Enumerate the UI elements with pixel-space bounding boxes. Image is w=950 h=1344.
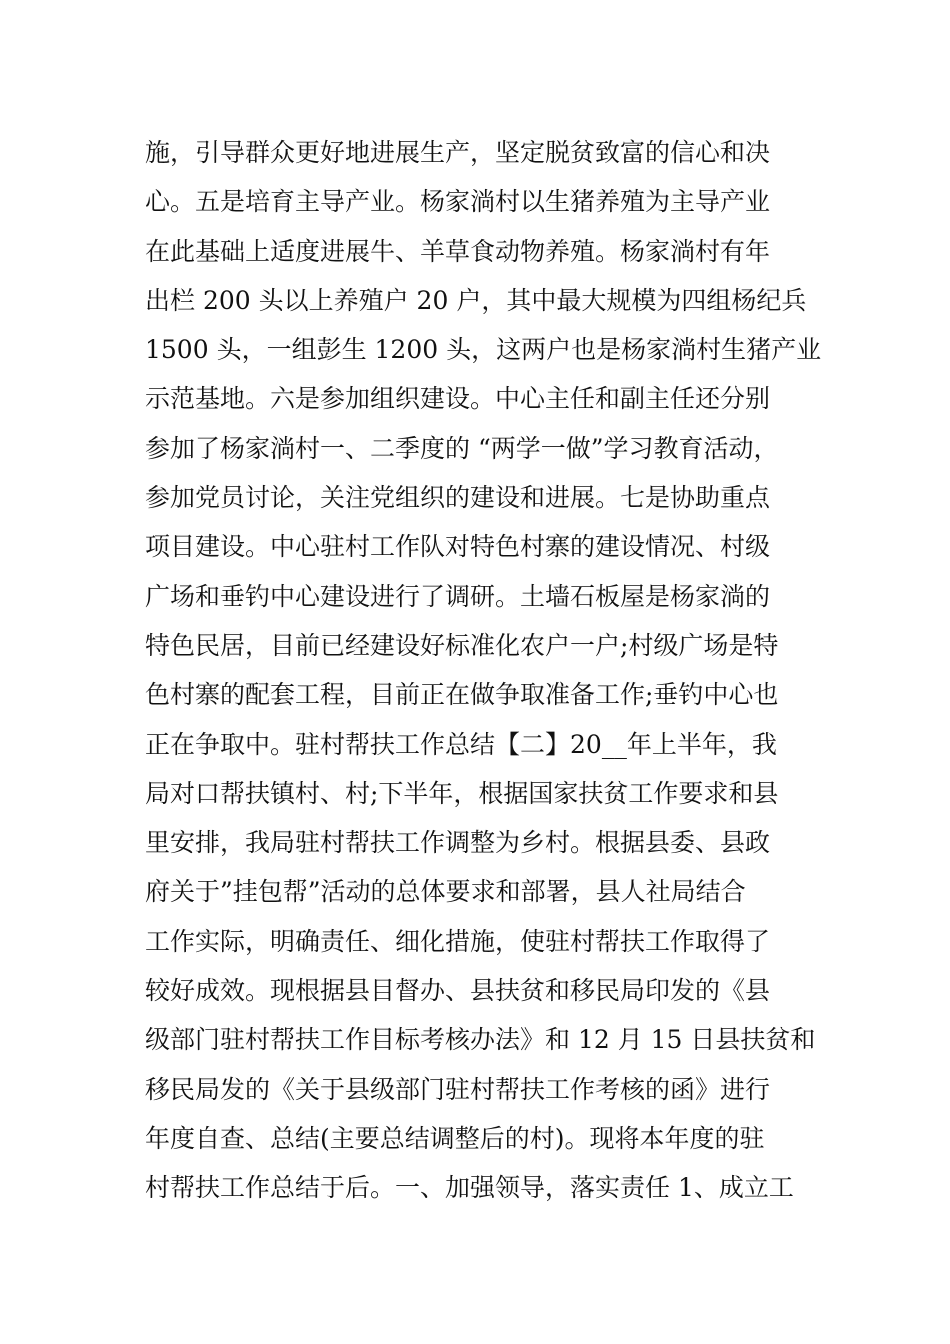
- text-line-13: 正在争取中。驻村帮扶工作总结【二】20__年上半年，我: [145, 729, 777, 759]
- text-line-8: 参加党员讨论，关注党组织的建设和进展。七是协助重点: [145, 483, 771, 513]
- text-line-22: 村帮扶工作总结于后。一、加强领导，落实责任 1、成立工: [145, 1173, 794, 1203]
- text-line-9: 项目建设。中心驻村工作队对特色村寨的建设情况、村级: [145, 532, 771, 562]
- text-line-5: 1500 头，一组彭生 1200 头，这两户也是杨家淌村生猪产业: [145, 335, 822, 365]
- text-line-15: 里安排，我局驻村帮扶工作调整为乡村。根据县委、县政: [145, 828, 771, 858]
- text-line-17: 工作实际，明确责任、细化措施，使驻村帮扶工作取得了: [145, 926, 771, 956]
- text-line-7: 参加了杨家淌村一、二季度的 “两学一做”学习教育活动，: [145, 433, 779, 463]
- text-line-21: 年度自查、总结(主要总结调整后的村)。现将本年度的驻: [145, 1123, 765, 1153]
- text-line-16: 府关于”挂包帮”活动的总体要求和部署，县人社局结合: [145, 877, 746, 907]
- text-line-1: 施，引导群众更好地进展生产，坚定脱贫致富的信心和决: [145, 138, 771, 167]
- text-line-12: 色村寨的配套工程，目前正在做争取准备工作;垂钓中心也: [145, 680, 779, 710]
- text-line-6: 示范基地。六是参加组织建设。中心主任和副主任还分别: [145, 384, 771, 414]
- text-line-18: 较好成效。现根据县目督办、县扶贫和移民局印发的《县: [145, 976, 771, 1006]
- text-line-10: 广场和垂钓中心建设进行了调研。土墙石板屋是杨家淌的: [145, 581, 771, 611]
- text-line-19: 级部门驻村帮扶工作目标考核办法》和 12 月 15 日县扶贫和: [145, 1025, 816, 1055]
- text-line-11: 特色民居，目前已经建设好标准化农户一户;村级广场是特: [145, 630, 779, 660]
- text-line-4: 出栏 200 头以上养殖户 20 户，其中最大规模为四组杨纪兵: [145, 285, 807, 315]
- text-line-2: 心。五是培育主导产业。杨家淌村以生猪养殖为主导产业: [145, 187, 771, 217]
- text-line-14: 局对口帮扶镇村、村;下半年，根据国家扶贫工作要求和县: [145, 778, 779, 808]
- text-line-20: 移民局发的《关于县级部门驻村帮扶工作考核的函》进行: [145, 1074, 771, 1104]
- text-line-3: 在此基础上适度进展牛、羊草食动物养殖。杨家淌村有年: [145, 236, 771, 266]
- body-text: [145, 128, 825, 1213]
